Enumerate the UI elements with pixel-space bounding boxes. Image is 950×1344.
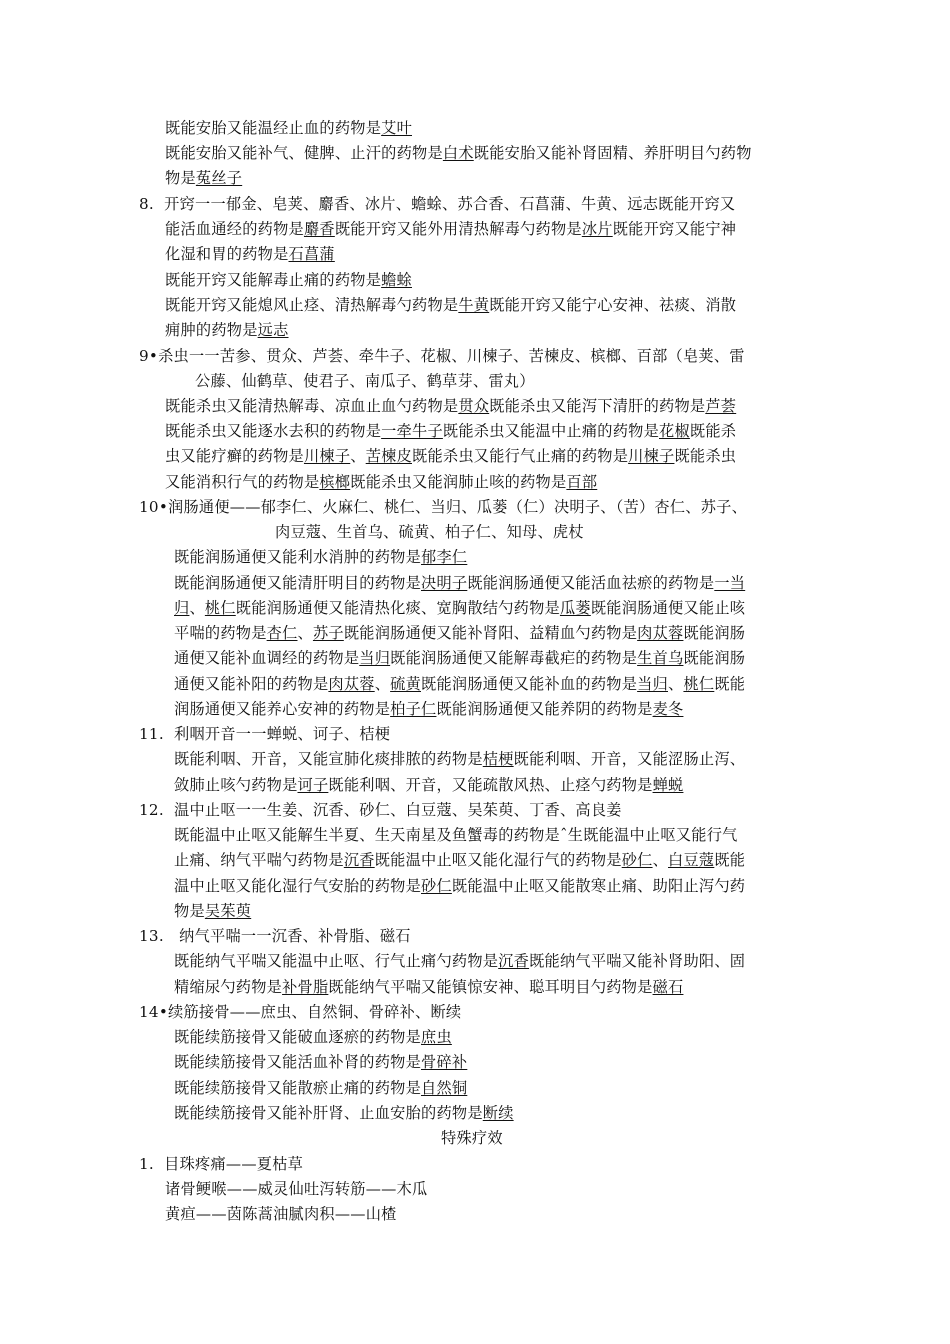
answer-term: 庶虫	[421, 1028, 452, 1046]
text-line	[174, 876, 745, 896]
line-text: 既能	[714, 675, 746, 693]
line-text: 痈肿的药物是	[165, 321, 258, 339]
line-text: 既能润肠	[683, 649, 746, 667]
text-line	[174, 850, 745, 870]
answer-term: 柏子仁	[390, 700, 437, 718]
line-text: 精缩尿勺药物是	[174, 978, 283, 996]
answer-term: 菟丝子	[195, 169, 243, 187]
line-text: 既能续筋接骨又能活血补肾的药物是	[174, 1053, 421, 1071]
answer-term: 瓜蒌	[559, 599, 591, 617]
text-line	[139, 1002, 461, 1022]
answer-term: 牛黄	[458, 296, 490, 314]
text-line	[174, 648, 745, 668]
line-text: 既能杀虫又能行气止痛的药物是	[412, 447, 629, 465]
answer-term: 苏子	[312, 624, 344, 642]
line-text: 既能开窍又能熄风止痉、清热解毒勺药物是	[165, 296, 459, 314]
answer-term: 一当	[714, 574, 746, 592]
text-line	[174, 547, 467, 567]
line-text: 既能杀虫又能逐水去积的药物是	[165, 422, 382, 440]
line-text: 10•润肠通便——郁李仁、火麻仁、桃仁、当归、瓜蒌（仁）决明子、（苦）杏仁、苏子、	[139, 498, 748, 516]
line-text: 既能润肠通便又能止咳	[590, 599, 746, 617]
line-text: 既能开窍又能宁神	[612, 220, 737, 238]
text-line	[165, 168, 242, 188]
text-line	[165, 446, 736, 466]
line-text: 特殊疗效	[441, 1129, 503, 1147]
answer-term: 当归	[359, 649, 391, 667]
line-text: 诸骨鲠喉——威灵仙吐泻转筋——木瓜	[165, 1180, 428, 1198]
text-line	[139, 800, 622, 820]
text-line	[174, 1052, 467, 1072]
line-text: 既能润肠通便又能活血祛瘀的药物是	[467, 574, 715, 592]
line-text: 既能温中止呕又能解生半夏、生天南星及鱼蟹毒的药物是ˆ生既能温中止呕又能行气	[174, 826, 738, 844]
text-line	[174, 977, 683, 997]
text-line	[165, 143, 752, 163]
line-text: 既能纳气平喘又能温中止呕、行气止痛勺药物是	[174, 952, 499, 970]
line-text: 通便又能补血调经的药物是	[174, 649, 360, 667]
answer-term: 艾叶	[381, 119, 412, 137]
line-text: 既能纳气平喘又能镇惊安神、聪耳明目勺药物是	[328, 978, 653, 996]
line-text: 、	[374, 675, 391, 693]
line-text: 既能杀	[689, 422, 737, 440]
line-text: 通便又能补阳的药物是	[174, 675, 329, 693]
text-line	[275, 522, 584, 542]
answer-term: 一牵牛子	[381, 422, 443, 440]
answer-term: 苦楝皮	[365, 447, 412, 465]
line-text: 止痛、纳气平喘勺药物是	[174, 851, 344, 869]
line-text: 12. 温中止呕一一生姜、沉香、砂仁、白豆蔻、吴茱萸、丁香、高良姜	[139, 801, 622, 819]
answer-term: 决明子	[421, 574, 468, 592]
line-text: 14•续筋接骨——庶虫、自然铜、骨碎补、断续	[139, 1003, 462, 1021]
line-text: 既能续筋接骨又能破血逐瘀的药物是	[174, 1028, 421, 1046]
answer-term: 补骨脂	[282, 978, 329, 996]
text-line	[174, 901, 251, 921]
line-text: 既能利咽、开音，又能疏散风热、止痉勺药物是	[328, 776, 653, 794]
line-text: 既能润肠通便又能利水消肿的药物是	[174, 548, 421, 566]
line-text: 既能开窍又能解毒止痛的药物是	[165, 271, 382, 289]
answer-term: 花椒	[659, 422, 690, 440]
line-text: 既能安胎又能温经止血的药物是	[165, 119, 382, 137]
answer-term: 诃子	[297, 776, 329, 794]
answer-term: 自然铜	[421, 1079, 468, 1097]
answer-term: 麝香	[303, 220, 335, 238]
text-line	[139, 724, 390, 744]
line-text: 9•杀虫一一苦参、贯众、芦荟、牵牛子、花椒、川楝子、苦楝皮、槟榔、百部（皂荚、雷	[139, 347, 745, 365]
line-text: 既能纳气平喘又能补肾助阳、固	[529, 952, 746, 970]
line-text: 物是	[165, 169, 196, 187]
text-line	[165, 421, 736, 441]
text-line	[174, 825, 738, 845]
line-text: 、	[668, 675, 684, 693]
text-line	[174, 598, 745, 618]
line-text: 既能润肠通便又能清热化痰、宽胸散结勺药物是	[235, 599, 560, 617]
line-text: 既能润肠通便又能补血的药物是	[421, 675, 638, 693]
line-text: 既能安胎又能补气、健脾、止汗的药物是	[165, 144, 443, 162]
text-line	[174, 1078, 467, 1098]
line-text: 既能开窍又能外用清热解毒勺药物是	[334, 220, 582, 238]
text-line	[165, 1204, 397, 1224]
text-line	[165, 219, 736, 239]
line-text: 既能利咽、开音，又能宣肺化痰排脓的药物是	[174, 750, 483, 768]
answer-term: 槟榔	[319, 473, 351, 491]
line-text: 8. 开窍一一郁金、皂荚、麝香、冰片、蟾蜍、苏合香、石菖蒲、牛黄、远志既能开窍又	[139, 195, 736, 213]
line-text: 既能润肠	[683, 624, 746, 642]
text-line	[139, 497, 747, 517]
text-line	[139, 1154, 303, 1174]
answer-term: 桃仁	[683, 675, 715, 693]
text-line	[174, 1027, 452, 1047]
answer-term: 石菖蒲	[288, 245, 335, 263]
line-text: 、	[189, 599, 205, 617]
line-text: 又能消积行气的药物是	[165, 473, 320, 491]
line-text: 虫又能疗癣的药物是	[165, 447, 304, 465]
answer-term: 麦冬	[652, 700, 684, 718]
answer-term: 百部	[566, 473, 598, 491]
line-text: 既能润肠通便又能养阴的药物是	[436, 700, 653, 718]
answer-term: 蝉蜕	[652, 776, 684, 794]
answer-term: 芦荟	[705, 397, 737, 415]
answer-term: 桃仁	[204, 599, 236, 617]
line-text: 既能润肠通便又能解毒截疟的药物是	[390, 649, 638, 667]
text-line	[139, 346, 745, 366]
line-text: 既能温中止呕又能散寒止痛、助阳止泻勺药	[451, 877, 746, 895]
answer-term: 贯众	[458, 397, 490, 415]
answer-term: 砂仁	[621, 851, 653, 869]
text-line	[174, 699, 683, 719]
text-line	[174, 674, 745, 694]
text-line	[165, 244, 335, 264]
line-text: 既能杀虫	[674, 447, 737, 465]
text-line	[165, 295, 736, 315]
line-text: 既能续筋接骨又能散瘀止痛的药物是	[174, 1079, 421, 1097]
text-line	[174, 951, 745, 971]
line-text: 既能杀虫又能润肺止咳的药物是	[350, 473, 567, 491]
line-text: 既能润肠通便又能清肝明目的药物是	[174, 574, 421, 592]
line-text: 物是	[174, 902, 205, 920]
line-text: 既能	[714, 851, 746, 869]
text-line	[165, 1179, 427, 1199]
text-line	[174, 623, 745, 643]
line-text: 既能温中止呕又能化湿行气的药物是	[374, 851, 622, 869]
line-text: 化湿和胃的药物是	[165, 245, 289, 263]
answer-term: 沉香	[498, 952, 530, 970]
answer-term: 肉苁蓉	[637, 624, 684, 642]
answer-term: 沉香	[343, 851, 375, 869]
text-line	[139, 926, 411, 946]
line-text: 平喘的药物是	[174, 624, 267, 642]
line-text: 公藤、仙鹤草、使君子、南瓜子、鹤草芽、雷丸）	[195, 372, 535, 390]
answer-term: 白术	[442, 144, 474, 162]
answer-term: 砂仁	[421, 877, 452, 895]
answer-term: 断续	[482, 1104, 514, 1122]
answer-term: 远志	[257, 321, 289, 339]
line-text: 、	[652, 851, 668, 869]
text-line	[174, 573, 745, 593]
answer-term: 归	[174, 599, 190, 617]
text-line	[139, 194, 735, 214]
answer-term: 冰片	[581, 220, 613, 238]
line-text: 既能安胎又能补肾固精、养肝明目勺药物	[473, 144, 752, 162]
text-line	[174, 1103, 514, 1123]
text-line	[195, 371, 535, 391]
line-text: 肉豆蔻、生首乌、硫黄、柏子仁、知母、虎杖	[275, 523, 584, 541]
line-text: 敛肺止咳勺药物是	[174, 776, 298, 794]
answer-term: 生首乌	[637, 649, 684, 667]
line-text: 既能润肠通便又能补肾阳、益精血勺药物是	[343, 624, 638, 642]
text-line	[441, 1128, 503, 1148]
line-text: 润肠通便又能养心安神的药物是	[174, 700, 391, 718]
line-text: 既能利咽、开音，又能涩肠止泻、	[513, 750, 746, 768]
line-text: 、	[297, 624, 313, 642]
answer-term: 川楝子	[303, 447, 351, 465]
line-text: 温中止呕又能化湿行气安胎的药物是	[174, 877, 421, 895]
answer-term: 郁李仁	[421, 548, 468, 566]
text-line	[174, 749, 745, 769]
text-line	[165, 270, 412, 290]
answer-term: 肉苁蓉	[328, 675, 375, 693]
answer-term: 硫黄	[390, 675, 421, 693]
answer-term: 骨碎补	[421, 1053, 468, 1071]
answer-term: 吴茱萸	[204, 902, 252, 920]
text-line	[165, 472, 597, 492]
text-line	[165, 396, 736, 416]
line-text: 既能杀虫又能泻下清肝的药物是	[489, 397, 706, 415]
answer-term: 当归	[637, 675, 668, 693]
line-text: 黄疸——茵陈蒿油腻肉积——山楂	[165, 1205, 397, 1223]
line-text: 既能续筋接骨又能补肝肾、止血安胎的药物是	[174, 1104, 483, 1122]
text-line	[174, 775, 683, 795]
text-line	[165, 320, 289, 340]
answer-term: 杏仁	[266, 624, 298, 642]
line-text: 、	[350, 447, 366, 465]
answer-term: 磁石	[652, 978, 684, 996]
answer-term: 白豆蔻	[668, 851, 715, 869]
line-text: 13. 纳气平喘一一沉香、补骨脂、磁石	[139, 927, 411, 945]
line-text: 能活血通经的药物是	[165, 220, 304, 238]
line-text: 既能杀虫又能温中止痛的药物是	[442, 422, 659, 440]
line-text: 既能开窍又能宁心安神、祛痰、消散	[489, 296, 737, 314]
line-text: 11. 利咽开音一一蝉蜕、诃子、桔梗	[139, 725, 391, 743]
answer-term: 川楝子	[628, 447, 675, 465]
answer-term: 桔梗	[482, 750, 514, 768]
text-line	[165, 118, 412, 138]
answer-term: 蟾蜍	[381, 271, 412, 289]
line-text: 既能杀虫又能清热解毒、凉血止血勺药物是	[165, 397, 459, 415]
line-text: 1. 目珠疼痛——夏枯草	[139, 1155, 304, 1173]
